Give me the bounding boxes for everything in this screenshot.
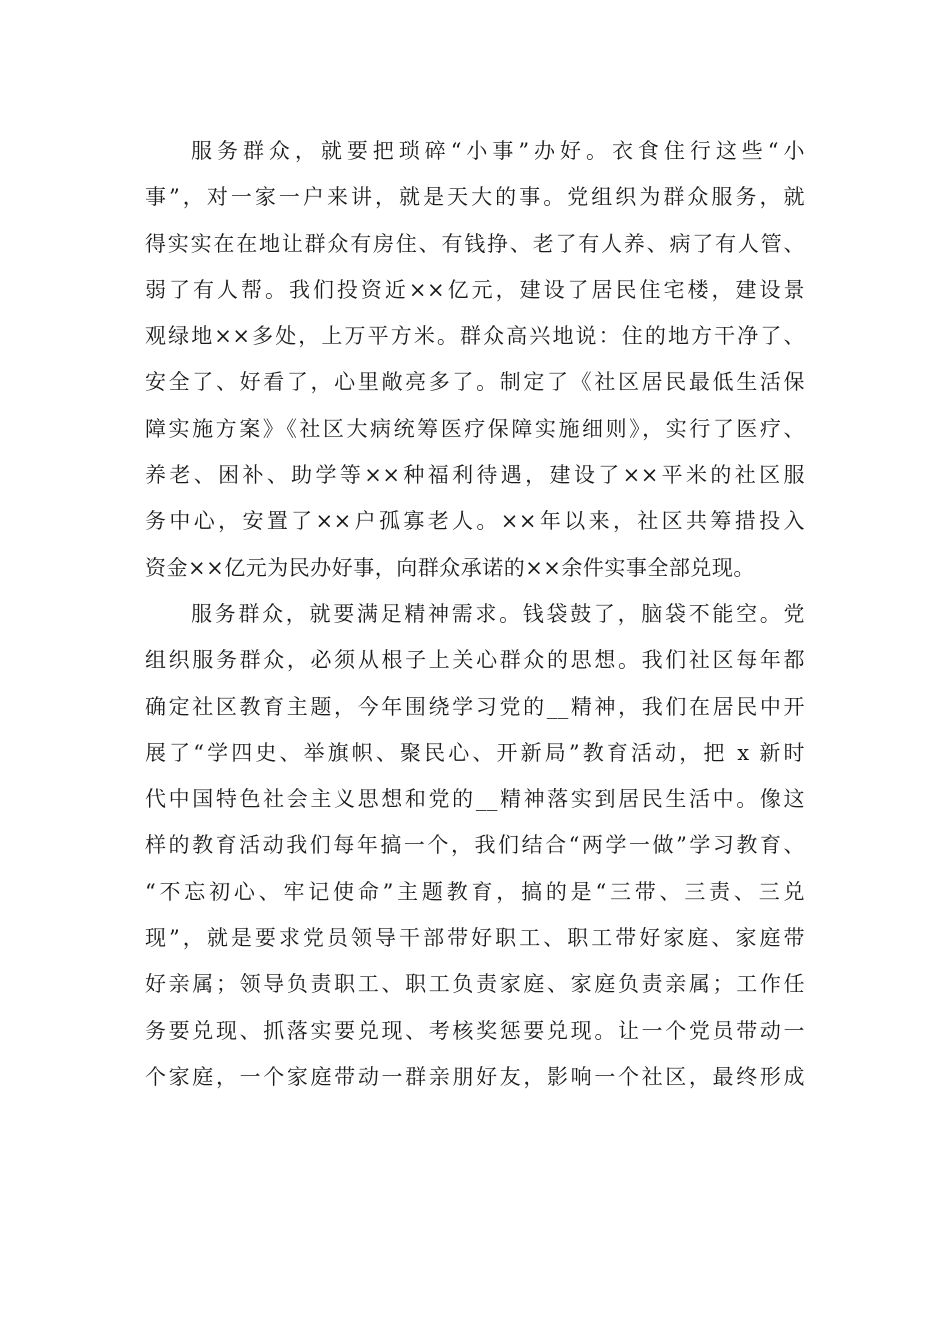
text-line: 服务群众，就要满足精神需求。钱袋鼓了，脑袋不能空。党 — [191, 601, 805, 626]
paragraph-1 — [145, 128, 805, 591]
text-line: 确定社区教育主题，今年围绕学习党的__精神，我们在居民中开 — [145, 694, 805, 719]
text-line: “不忘初心、牢记使命”主题教育，搞的是“三带、三责、三兑 — [145, 879, 805, 904]
text-line: 务要兑现、抓落实要兑现、考核奖惩要兑现。让一个党员带动一 — [145, 1018, 805, 1043]
text-line: 样的教育活动我们每年搞一个，我们结合“两学一做”学习教育、 — [145, 833, 805, 858]
text-line: 弱了有人帮。我们投资近××亿元，建设了居民住宅楼，建设景 — [145, 277, 805, 302]
text-line: 组织服务群众，必须从根子上关心群众的思想。我们社区每年都 — [145, 648, 805, 673]
text-line: 观绿地××多处，上万平方米。群众高兴地说：住的地方干净了、 — [145, 324, 805, 349]
paragraph-2 — [145, 591, 805, 1100]
text-line: 事”，对一家一户来讲，就是天大的事。党组织为群众服务，就 — [145, 185, 805, 210]
text-line: 现”，就是要求党员领导干部带好职工、职工带好家庭、家庭带 — [145, 926, 805, 951]
text-line: 务中心，安置了××户孤寡老人。××年以来，社区共筹措投入 — [145, 509, 805, 534]
text-line: 安全了、好看了，心里敞亮多了。制定了《社区居民最低生活保 — [145, 370, 805, 395]
text-line: 展了“学四史、举旗帜、聚民心、开新局”教育活动，把 x 新时 — [145, 740, 805, 765]
text-line: 障实施方案》《社区大病统筹医疗保障实施细则》，实行了医疗、 — [145, 416, 805, 441]
text-line: 得实实在在地让群众有房住、有钱挣、老了有人养、病了有人管、 — [145, 231, 805, 256]
text-line: 资金××亿元为民办好事，向群众承诺的××余件实事全部兑现。 — [145, 555, 755, 580]
text-line: 养老、困补、助学等××种福利待遇，建设了××平米的社区服 — [145, 463, 805, 488]
document-body — [145, 128, 805, 1100]
text-line: 个家庭，一个家庭带动一群亲朋好友，影响一个社区，最终形成 — [145, 1064, 805, 1089]
text-line: 代中国特色社会主义思想和党的__精神落实到居民生活中。像这 — [145, 787, 805, 812]
text-line: 服务群众，就要把琐碎“小事”办好。衣食住行这些“小 — [191, 139, 805, 163]
text-line: 好亲属；领导负责职工、职工负责家庭、家庭负责亲属；工作任 — [145, 972, 805, 997]
